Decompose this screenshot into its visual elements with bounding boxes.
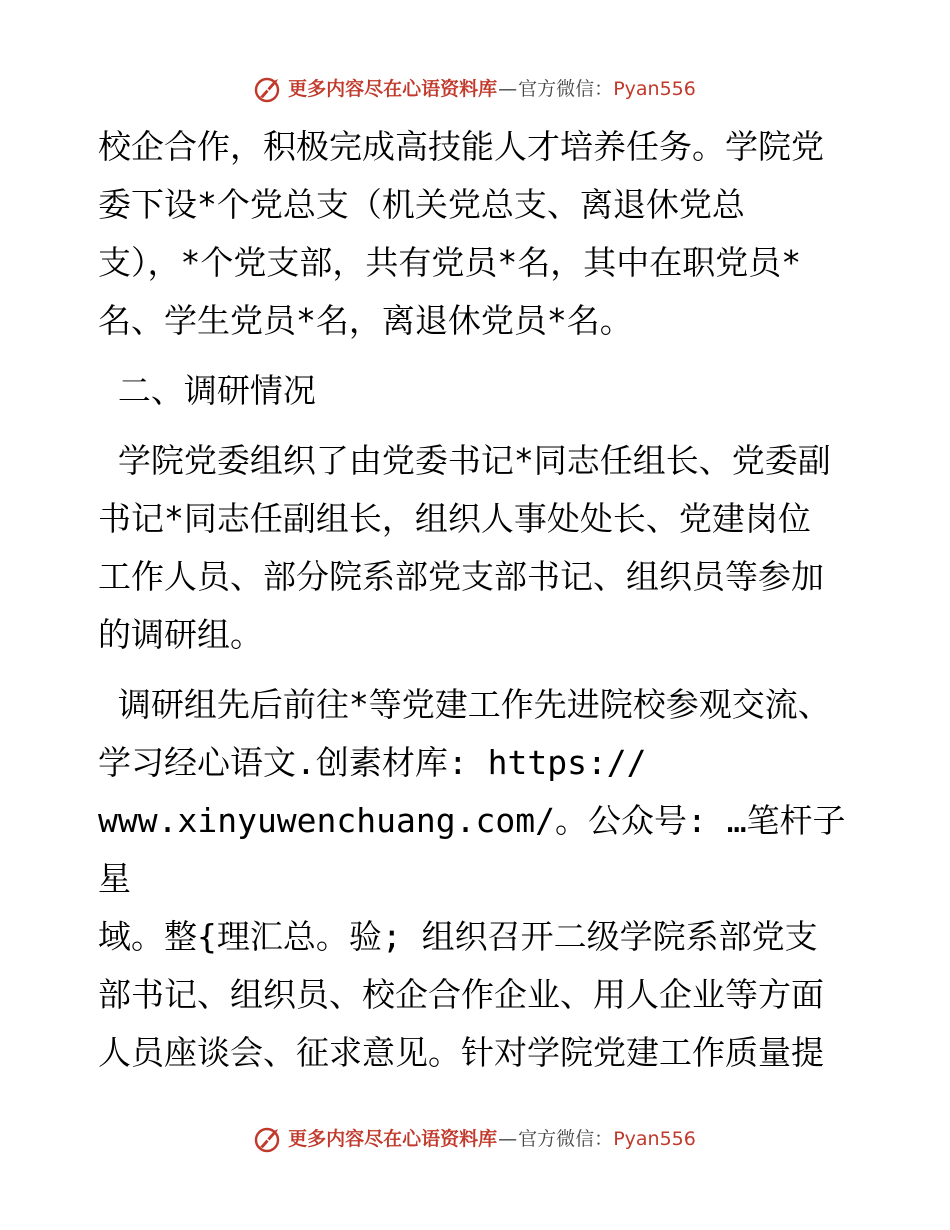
- watermark-brand: 更多内容尽在心语资料库: [288, 78, 498, 100]
- paragraph-research-activities: [98, 676, 858, 1082]
- text-line: 学习经心语文.创素材库: https://: [98, 743, 647, 782]
- text-line: www.xinyuwenchuang.com/。公众号: …笔杆子星: [98, 801, 846, 898]
- text-line: 工作人员、部分院系部党支部书记、组织员等参加: [98, 557, 824, 596]
- section-heading-research: [98, 362, 858, 420]
- footer-watermark: [0, 1124, 950, 1154]
- document-body: [98, 118, 858, 1094]
- text-line: 支），*个党支部，共有党员*名，其中在职党员*: [98, 243, 802, 282]
- text-line: 域。整{理汇总。验; 组织召开二级学院系部党支: [98, 917, 818, 956]
- watermark-separator: —: [498, 1128, 518, 1150]
- watermark-brand: 更多内容尽在心语资料库: [288, 1128, 498, 1150]
- quill-pen-seal-icon: [254, 75, 282, 103]
- paragraph-research-team: [98, 432, 858, 664]
- text-line: 委下设*个党总支（机关党总支、离退休党总: [98, 185, 745, 224]
- text-line: 调研组先后前往*等党建工作先进院校参观交流、: [98, 685, 831, 724]
- watermark-label: 官方微信：: [518, 1128, 614, 1150]
- text-line: 部书记、组织员、校企合作企业、用人企业等方面: [98, 975, 824, 1014]
- text-line: 书记*同志任副组长，组织人事处处长、党建岗位: [98, 499, 811, 538]
- watermark-wechat-id: Pyan556: [613, 78, 696, 100]
- text-line: 校企合作，积极完成高技能人才培养任务。学院党: [98, 127, 824, 166]
- text-line: 的调研组。: [98, 615, 263, 654]
- text-line: 人员座谈会、征求意见。针对学院党建工作质量提: [98, 1033, 824, 1072]
- watermark-wechat-id: Pyan556: [613, 1128, 696, 1150]
- text-line: 名、学生党员*名，离退休党员*名。: [98, 301, 633, 340]
- paragraph-party-organization: [98, 118, 858, 350]
- header-watermark: [0, 74, 950, 104]
- watermark-separator: —: [498, 78, 518, 100]
- text-line: 二、调研情况: [98, 371, 316, 410]
- quill-pen-seal-icon: [254, 1125, 282, 1153]
- watermark-label: 官方微信：: [518, 78, 614, 100]
- text-line: 学院党委组织了由党委书记*同志任组长、党委副: [98, 441, 831, 480]
